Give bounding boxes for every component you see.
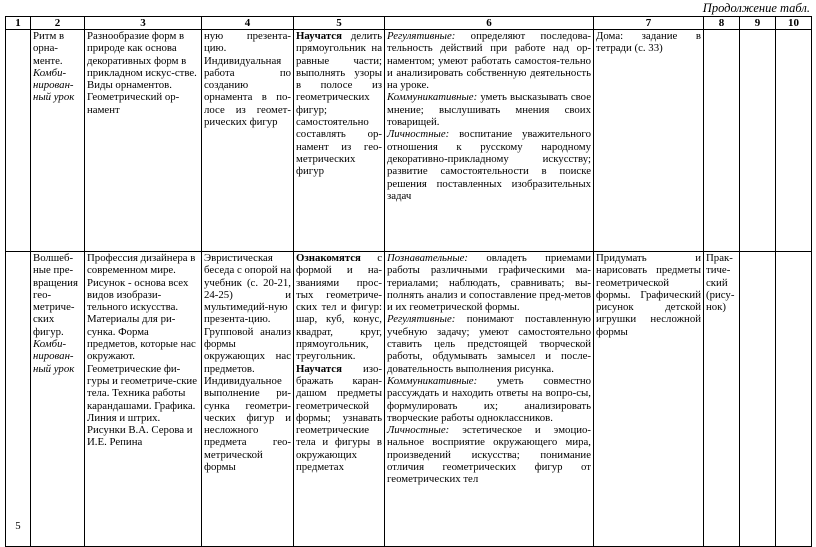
subject-text: делить прямоугольник на равные части; выполнять узоры в полосе из геометрических фигур; самостоятельно составлять ор-намент из гео-метрических фигур [296, 30, 382, 178]
lesson-topic-cell [31, 252, 85, 547]
lesson-topic-cell [31, 30, 85, 252]
empty-cell [776, 30, 812, 252]
lesson-number [6, 30, 31, 252]
communicative-text: уметь совместно рассуждать и находить ответы на вопро-сы, формулировать их; анализировать творческие работы одноклассников. [387, 374, 591, 424]
familiarize-block [296, 252, 382, 363]
table-row [6, 252, 812, 547]
subject-results [294, 252, 385, 547]
cognitive-block [387, 252, 591, 313]
header-row [6, 17, 812, 30]
subject-label: Ознакомятся [296, 252, 361, 264]
communicative-label: Коммуникативные: [387, 374, 478, 387]
lesson-content: Разнообразие форм в природе как основа декоративных форм в прикладном искус-стве. Виды орнаментов. Геометрический ор-намент [85, 30, 202, 252]
header-cell: 2 [31, 17, 85, 30]
empty-cell [740, 252, 776, 547]
header-cell: 8 [704, 17, 740, 30]
subject-results [294, 30, 385, 252]
homework: Придумать и нарисовать предметы геометрической формы. Графический рисунок детской игрушки несложной формы [594, 252, 704, 547]
header-cell: 5 [294, 17, 385, 30]
meta-results [385, 252, 594, 547]
empty-cell [776, 252, 812, 547]
learn-block [296, 363, 382, 474]
personal-block [387, 424, 591, 485]
regulative-label: Регулятивные: [387, 30, 456, 42]
lesson-number: 5 [6, 252, 31, 547]
empty-cell [740, 30, 776, 252]
meta-results [385, 30, 594, 252]
homework: Дома: задание в тетради (с. 33) [594, 30, 704, 252]
lesson-activity: ную презента-цию. Индивидуальная работа по созданию орнамента в по-лосе из геомет-рических фигур [202, 30, 294, 252]
lesson-activity: Эвристическая беседа с опорой на учебник (с. 20-21, 24-25) и мультимедий-ную презента-цию. Групповой анализ формы окружающих нас предметов. Индивидуальное выполнение ри-сунка геометри-ческих фигур и несложного предмета гео-метрической формы [202, 252, 294, 547]
header-cell: 7 [594, 17, 704, 30]
communicative-block [387, 375, 591, 424]
personal-label: Личностные: [387, 128, 450, 141]
regulative-block [387, 313, 591, 374]
header-cell: 9 [740, 17, 776, 30]
personal-text: воспитание уважительного отношения к русскому народному декоративно-прикладному искусству; развитие самостоятельности в поиске решения поставленных изобразительных задач [387, 128, 591, 202]
lesson-topic: Волшеб-ные пре-вращения гео-метриче-ских фигур. [33, 252, 78, 338]
regulative-label: Регулятивные: [387, 313, 456, 326]
communicative-text: уметь высказывать свое мнение; выслушивать мнения своих товарищей. [387, 91, 591, 129]
header-cell: 10 [776, 17, 812, 30]
personal-block [387, 128, 591, 202]
communicative-block [387, 91, 591, 128]
header-cell: 6 [385, 17, 594, 30]
lesson-type: Комби-нирован-ный урок [33, 338, 75, 375]
header-cell: 3 [85, 17, 202, 30]
control-form [704, 30, 740, 252]
cognitive-label: Познавательные: [387, 252, 469, 264]
personal-label: Личностные: [387, 424, 450, 437]
lesson-topic: Ритм в орна-менте. [33, 30, 65, 67]
cognitive-text: овладеть приемами работы различными графическими ма-териалами; наблюдать, сравнивать; вы-полнять анализ и сопоставление пред-метов и их геометрической формы. [387, 252, 591, 314]
subject-text: с формой и на-званиями прос-тых геометриче-ских тел и фигур: шар, куб, конус, квадрат, круг, прямоугольник, треугольник. [296, 252, 382, 363]
subject-text: изо-бражать каран-дашом предметы геометрической формы; узнавать геометрические тела и фигуры в окружающих предметах [296, 362, 382, 474]
control-form: Прак-тиче-ский (рису-нок) [704, 252, 740, 547]
regulative-block [387, 30, 591, 91]
lesson-type: Комби-нирован-ный урок [33, 66, 75, 104]
lesson-content: Профессия дизайнера в современном мире. Рисунок - основа всех видов изобрази-тельного искусства. Материалы для ри-сунка. Форма предметов, которые нас окружают. Геометрические фи-гуры и геометриче-ские тела. Техника работы карандашами. Графика. Линия и штрих. Рисунки В.А. Серова и И.Е. Репина [85, 252, 202, 547]
lesson-plan-table [5, 16, 812, 547]
communicative-label: Коммуникативные: [387, 91, 478, 104]
subject-label: Научатся [296, 30, 342, 42]
header-cell: 4 [202, 17, 294, 30]
subject-label: Научатся [296, 362, 342, 375]
regulative-text: понимают поставленную учебную задачу; умеют самостоятельно ставить цель предстоящей творческой работы, обдумывать замысел и после-довательность выполнения рисунка. [387, 313, 591, 375]
table-row [6, 30, 812, 252]
table-continuation-caption: Продолжение табл. [702, 1, 810, 15]
regulative-text: определяют последова-тельность действий при работе над ор-наментом; умеют работать самостоя-тельно и анализировать собственную деятельность на уроке. [387, 30, 591, 92]
personal-text: эстетическое и эмоцио-нальное восприятие окружающего мира, произведений искусства; понимание отличия геометрических фигур от геометрических тел [387, 424, 591, 486]
header-cell: 1 [6, 17, 31, 30]
